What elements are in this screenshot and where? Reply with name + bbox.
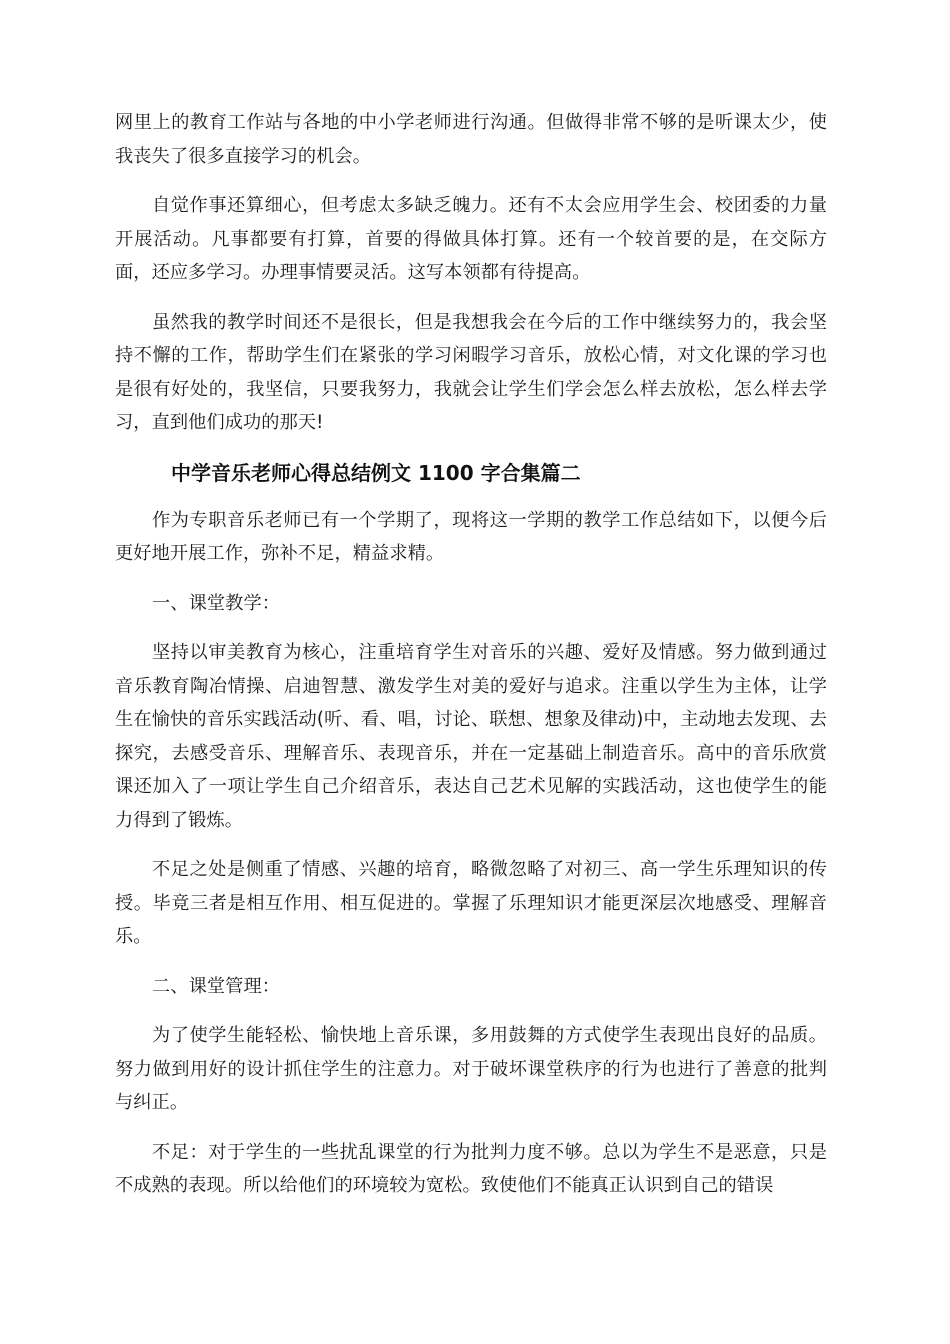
section-heading: 中学音乐老师心得总结例文 1100 字合集篇二 xyxy=(171,460,581,485)
paragraph-continued: 网里上的教育工作站与各地的中小学老师进行沟通。但做得非常不够的是听课太少，使我丧失了很多直接学习的机会。 xyxy=(115,112,827,167)
paragraph-management-body: 为了使学生能轻松、愉快地上音乐课，多用鼓舞的方式使学生表现出良好的品质。努力做到用好的设计抓住学生的注意力。对于破坏课堂秩序的行为也进行了善意的批判与纠正。 xyxy=(115,1025,827,1113)
paragraph-intro: 作为专职音乐老师已有一个学期了，现将这一学期的教学工作总结如下，以便今后更好地开展工作，弥补不足，精益求精。 xyxy=(115,509,827,564)
paragraph-conclusion: 虽然我的教学时间还不是很长，但是我想我会在今后的工作中继续努力的，我会坚持不懈的工作，帮助学生们在紧张的学习闲暇学习音乐，放松心情，对文化课的学习也是很有好处的，我坚信，只要我努力，我就会让学生们学会怎么样去放松，怎么样去学习，直到他们成功的那天! xyxy=(115,311,827,433)
paragraph-teaching-shortcoming: 不足之处是侧重了情感、兴趣的培育，略微忽略了对初三、高一学生乐理知识的传授。毕竟三者是相互作用、相互促进的。掌握了乐理知识才能更深层次地感受、理解音乐。 xyxy=(115,859,827,947)
document-page xyxy=(115,106,827,1219)
paragraph-management-shortcoming: 不足：对于学生的一些扰乱课堂的行为批判力度不够。总以为学生不是恶意，只是不成熟的表现。所以给他们的环境较为宽松。致使他们不能真正认识到自己的错误 xyxy=(115,1141,827,1196)
paragraph-teaching-body: 坚持以审美教育为核心，注重培育学生对音乐的兴趣、爱好及情感。努力做到通过音乐教育陶冶情操、启迪智慧、激发学生对美的爱好与追求。注重以学生为主体，让学生在愉快的音乐实践活动(听、看、唱，讨论、联想、想象及律动)中，主动地去发现、去探究，去感受音乐、理解音乐、表现音乐，并在一定基础上制造音乐。高中的音乐欣赏课还加入了一项让学生自己介绍音乐，表达自己艺术见解的实践活动，这也使学生的能力得到了锻炼。 xyxy=(115,642,827,831)
subheading-classroom-teaching: 一、课堂教学： xyxy=(152,592,281,614)
paragraph-self-assessment: 自觉作事还算细心，但考虑太多缺乏魄力。还有不太会应用学生会、校团委的力量开展活动。凡事都要有打算，首要的得做具体打算。还有一个较首要的是，在交际方面，还应多学习。办理事情要灵活。这写本领都有待提高。 xyxy=(115,195,827,283)
subheading-classroom-management: 二、课堂管理： xyxy=(152,975,281,997)
